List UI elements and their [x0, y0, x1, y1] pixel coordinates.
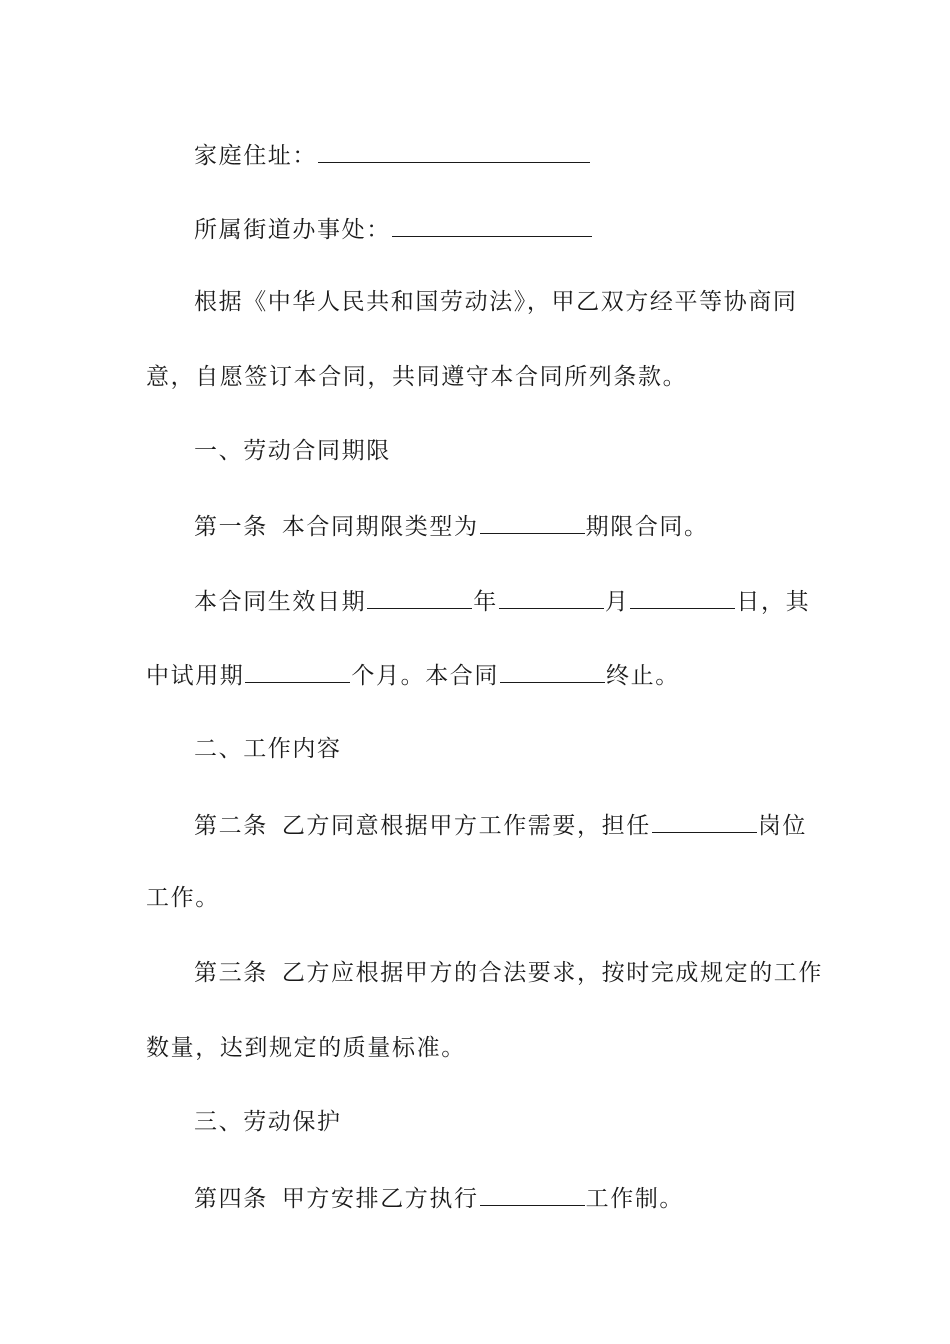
section-1-title	[194, 433, 391, 469]
intro-line-2	[146, 359, 687, 395]
work-system-blank	[480, 1179, 585, 1206]
home-address-blank	[318, 136, 590, 163]
probation-label: 中试用期	[146, 663, 245, 689]
article-4-text-a: 甲方安排乙方执行	[281, 1186, 479, 1212]
day-label: 日，其	[736, 589, 811, 615]
article-1-text-b: 期限合同。	[585, 514, 709, 540]
probation-text-c: 终止。	[606, 663, 680, 689]
street-office-blank	[392, 210, 592, 237]
article-2-text-b: 岗位	[757, 813, 808, 839]
street-office-line	[194, 210, 593, 246]
article-3-text-2: 数量，达到规定的质量标准。	[146, 1035, 466, 1061]
article-4-text-b: 工作制。	[585, 1186, 685, 1212]
section-3-title-text: 三、劳动保护	[194, 1109, 342, 1135]
section-3-title	[194, 1104, 342, 1140]
article-3-text-1: 乙方应根据甲方的合法要求，按时完成规定的工作	[281, 960, 824, 986]
month-label: 月	[604, 589, 630, 615]
article-1-prefix: 第一条	[194, 514, 268, 540]
section-2-title	[194, 731, 342, 767]
article-4-prefix: 第四条	[194, 1186, 268, 1212]
year-blank	[367, 582, 472, 609]
termination-blank	[500, 656, 605, 683]
section-1-title-text: 一、劳动合同期限	[194, 438, 391, 464]
term-type-blank	[480, 507, 585, 534]
intro-line-1	[194, 284, 798, 320]
article-2-prefix: 第二条	[194, 813, 268, 839]
year-label: 年	[473, 589, 498, 615]
article-3-prefix: 第三条	[194, 960, 268, 986]
probation-months-blank	[245, 656, 350, 683]
street-office-label: 所属街道办事处：	[194, 217, 391, 243]
article-4	[194, 1179, 684, 1215]
intro-text-1: 根据《中华人民共和国劳动法》，甲乙双方经平等协商同	[194, 289, 798, 315]
home-address-line	[194, 136, 591, 172]
month-blank	[499, 582, 604, 609]
probation-text-b: 个月。本合同	[351, 663, 500, 689]
home-address-label: 家庭住址：	[194, 143, 317, 169]
article-2	[194, 806, 807, 842]
section-2-title-text: 二、工作内容	[194, 736, 342, 762]
article-2-continued	[146, 880, 220, 916]
article-3-continued	[146, 1030, 466, 1066]
intro-text-2: 意，自愿签订本合同，共同遵守本合同所列条款。	[146, 364, 688, 390]
effective-date-line	[194, 582, 810, 618]
article-2-text-c: 工作。	[146, 885, 220, 911]
effective-date-label: 本合同生效日期	[194, 589, 367, 615]
day-blank	[630, 582, 735, 609]
position-blank	[652, 806, 757, 833]
article-2-text-a: 乙方同意根据甲方工作需要，担任	[281, 813, 651, 839]
article-3	[194, 955, 823, 991]
probation-line	[146, 656, 680, 692]
article-1	[194, 507, 709, 543]
article-1-text-a: 本合同期限类型为	[281, 514, 479, 540]
